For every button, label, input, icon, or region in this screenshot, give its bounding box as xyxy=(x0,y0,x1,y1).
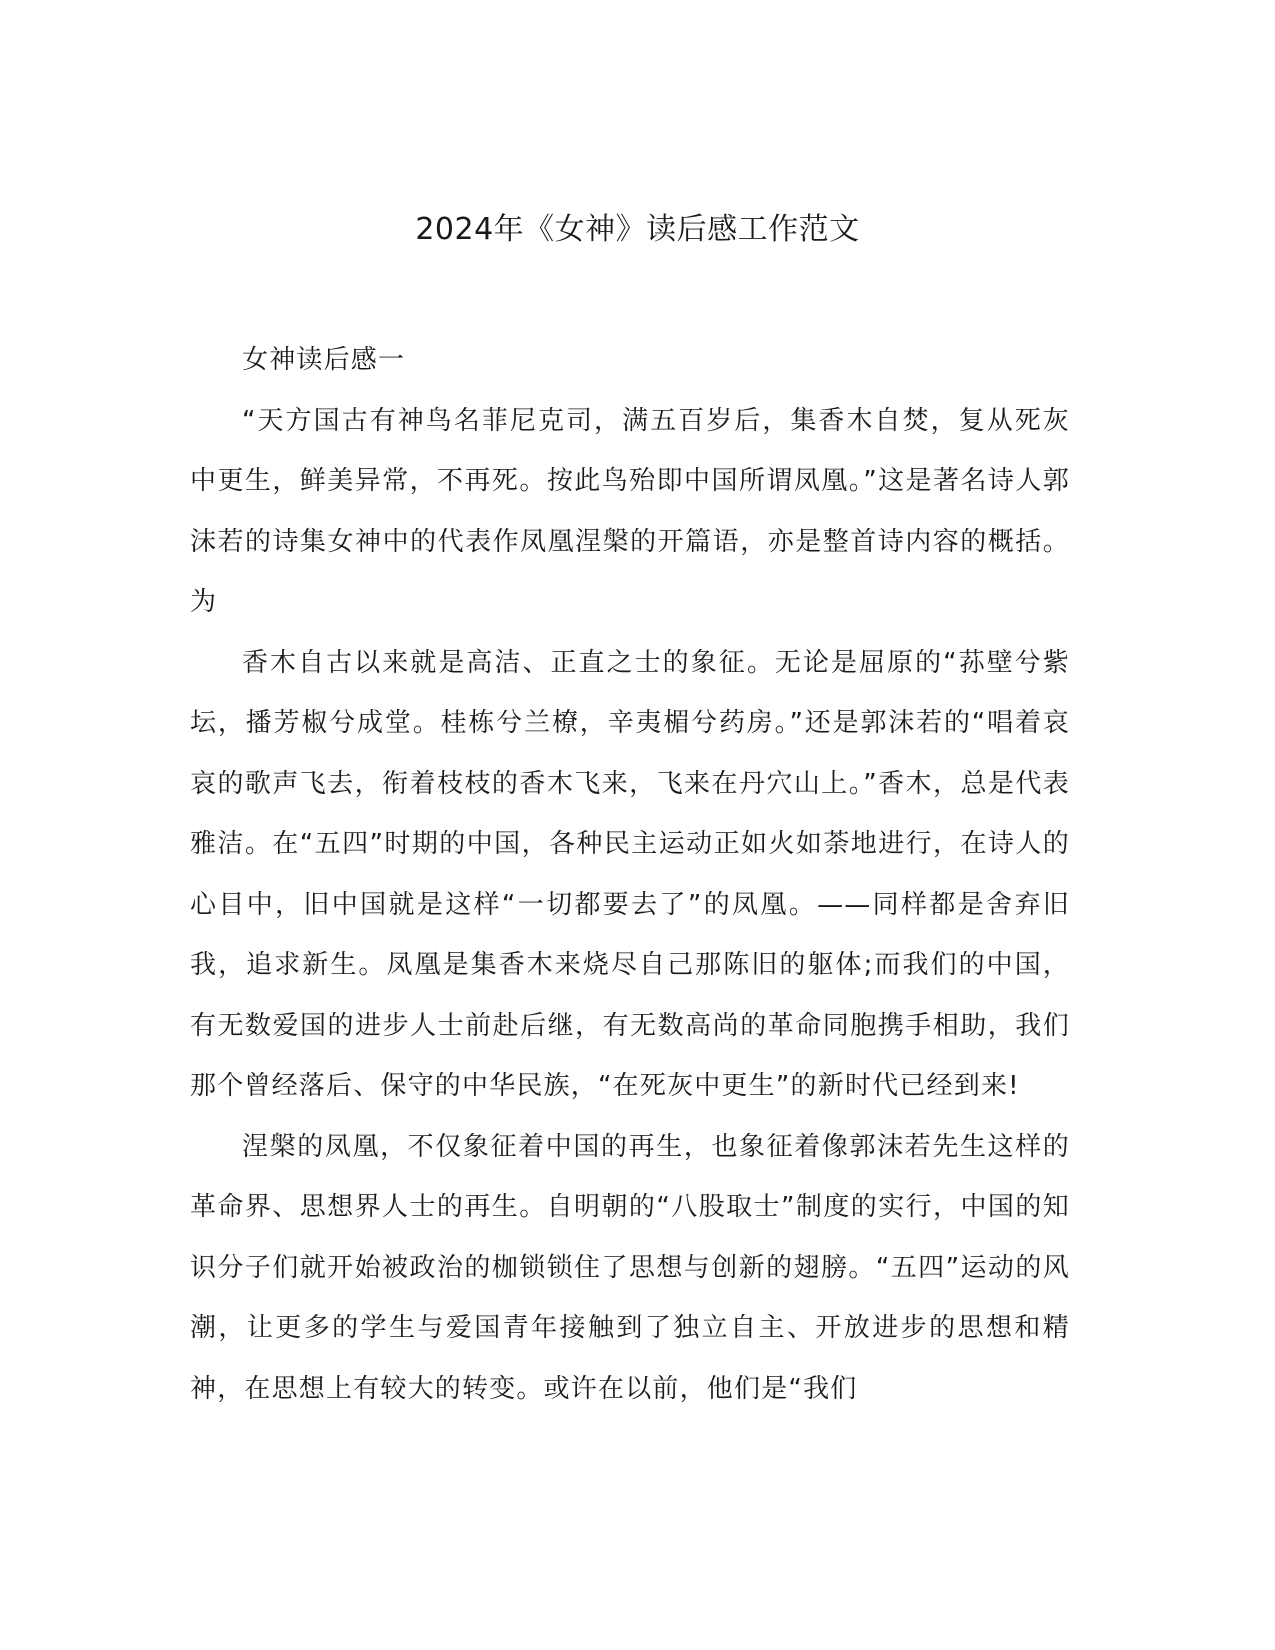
section-heading: 女神读后感一 xyxy=(242,345,406,375)
paragraph: 香木自古以来就是高洁、正直之士的象征。无论是屈原的“荪壁兮紫坛，播芳椒兮成堂。桂栋兮兰橑，辛夷楣兮药房。”还是郭沫若的“唱着哀哀的歌声飞去，衔着枝枝的香木飞来，飞来在丹穴山上。”香木，总是代表雅洁。在“五四”时期的中国，各种民主运动正如火如荼地进行，在诗人的心目中，旧中国就是这样“一切都要去了”的凤凰。——同样都是舍弃旧我，追求新生。凤凰是集香木来烧尽自己那陈旧的躯体;而我们的中国，有无数爱国的进步人士前赴后继，有无数高尚的革命同胞携手相助，我们那个曾经落后、保守的中华民族，“在死灰中更生”的新时代已经到来! xyxy=(190,647,1070,1101)
paragraph: 涅槃的凤凰，不仅象征着中国的再生，也象征着像郭沫若先生这样的革命界、思想界人士的再生。自明朝的“八股取士”制度的实行，中国的知识分子们就开始被政治的枷锁锁住了思想与创新的翅膀。“五四”运动的风潮，让更多的学生与爱国青年接触到了独立自主、开放进步的思想和精神，在思想上有较大的转变。或许在以前，他们是“我们 xyxy=(190,1131,1070,1404)
document-title: 2024年《女神》读后感工作范文 xyxy=(415,212,860,247)
document-body xyxy=(190,330,1070,1419)
paragraph: “天方国古有神鸟名菲尼克司，满五百岁后，集香木自焚，复从死灰中更生，鲜美异常，不再死。按此鸟殆即中国所谓凤凰。”这是著名诗人郭沫若的诗集女神中的代表作凤凰涅槃的开篇语，亦是整首诗内容的概括。为 xyxy=(190,405,1070,617)
